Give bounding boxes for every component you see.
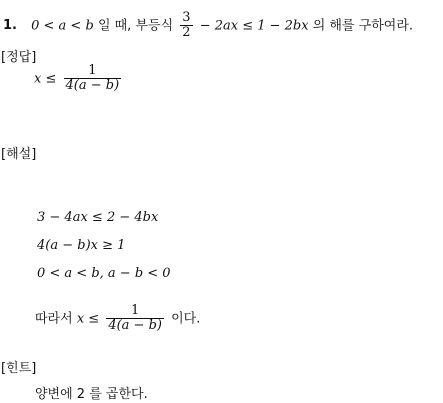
answer-label: [정답] xyxy=(1,50,37,65)
conclusion-suffix: 이다. xyxy=(171,311,201,327)
answer-fraction-denominator: 4(a − b) xyxy=(65,78,120,94)
conclusion-lhs: x ≤ xyxy=(76,311,100,327)
question-number: 1. xyxy=(3,18,17,34)
explanation-step-2: 4(a − b)x ≥ 1 xyxy=(37,238,126,253)
answer-fraction-numerator: 1 xyxy=(88,63,97,78)
explanation-step-1: 3 − 4ax ≤ 2 − 4bx xyxy=(37,210,159,225)
answer-expression xyxy=(34,64,124,94)
question-fraction xyxy=(180,11,192,41)
hint-text: 양변에 2 를 곱한다. xyxy=(35,387,148,402)
question-text-1: 일 때, 부등식 xyxy=(97,18,174,34)
conclusion-prefix: 따라서 xyxy=(35,311,73,327)
conclusion-fraction-numerator: 1 xyxy=(131,303,140,318)
question-condition: 0 < a < b xyxy=(31,18,94,34)
conclusion-fraction-denominator: 4(a − b) xyxy=(108,318,162,334)
hint-label: [힌트] xyxy=(1,361,37,376)
question-inequality: − 2ax ≤ 1 − 2bx xyxy=(199,18,309,34)
question-text-2: 의 해를 구하여라. xyxy=(312,18,414,34)
explanation-step-3: 0 < a < b, a − b < 0 xyxy=(37,266,171,281)
answer-lhs: x ≤ xyxy=(34,71,57,87)
question-fraction-denominator: 2 xyxy=(182,25,191,41)
explanation-label: [해설] xyxy=(1,147,37,162)
question-fraction-numerator: 3 xyxy=(182,10,191,25)
explanation-conclusion xyxy=(35,304,200,334)
answer-fraction xyxy=(64,64,122,94)
question xyxy=(3,11,413,41)
conclusion-fraction xyxy=(106,304,164,334)
